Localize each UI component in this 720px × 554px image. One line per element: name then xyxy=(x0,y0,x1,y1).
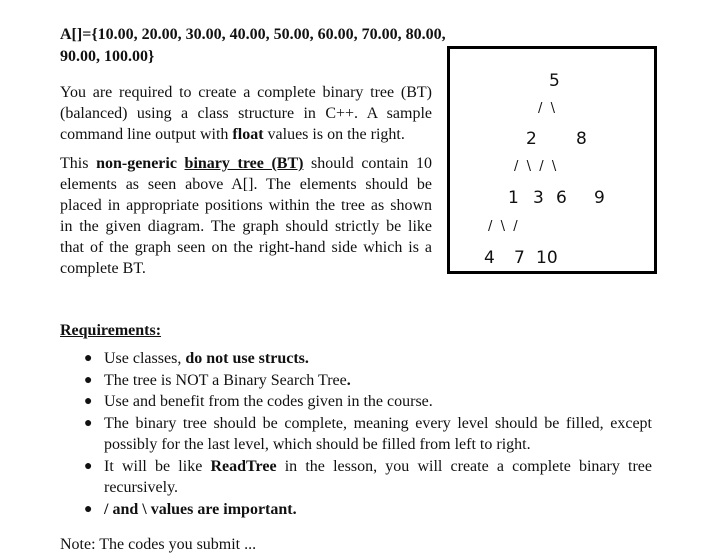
bullet-icon: ● xyxy=(84,458,93,474)
tree-node-level0: 5 xyxy=(549,71,560,91)
requirement-text: The binary tree should be complete, meaning every level should be filled, except possibly for the last level, which should be filled from left to right. xyxy=(104,414,652,453)
desc-bold-non-generic: non-generic xyxy=(96,155,177,172)
intro-text-2: values is on the right. xyxy=(263,126,405,143)
tree-node-level2-b: 3 xyxy=(533,188,544,208)
tree-node-level1-a: 2 xyxy=(526,129,537,149)
requirement-item xyxy=(60,370,652,392)
bullet-icon: ● xyxy=(84,394,93,409)
requirement-bold: do not use structs. xyxy=(185,350,309,367)
tree-node-level3-a: 4 xyxy=(484,248,495,268)
tree-branches-level0: / \ xyxy=(538,101,556,116)
bullet-icon: ● xyxy=(84,501,93,517)
tree-node-level2-c: 6 xyxy=(556,188,567,208)
intro-paragraph xyxy=(60,82,432,145)
tree-output-box xyxy=(447,46,657,274)
requirement-bold: . xyxy=(346,371,351,389)
desc-text-2: should contain 10 elements as seen above A[]. The elements should be placed in appropriate positions within the tree as shown in the given diagram. The graph should strictly be like that of the graph seen on the right-hand side which is a complete BT. xyxy=(60,155,433,277)
truncated-note: Note: The codes you submit ... xyxy=(60,536,257,553)
requirement-item xyxy=(60,456,652,499)
tree-node-level3-b: 7 xyxy=(514,248,525,268)
requirement-bold: ReadTree xyxy=(210,457,277,475)
desc-underlined-binary-tree: binary tree (BT) xyxy=(184,155,304,172)
requirement-text: Use classes, xyxy=(104,350,186,367)
tree-node-level1-b: 8 xyxy=(576,129,587,149)
desc-space xyxy=(177,155,185,172)
requirement-text: Use and benefit from the codes given in the course. xyxy=(104,393,433,410)
requirement-text-post: in the lesson, you will create a complete binary tree recursively. xyxy=(104,457,652,496)
requirement-item xyxy=(60,391,652,413)
requirement-text: The tree is NOT a Binary Search Tree xyxy=(104,371,347,389)
desc-text-1: This xyxy=(60,155,97,172)
requirement-item xyxy=(60,499,652,521)
array-definition: A[]={10.00, 20.00, 30.00, 40.00, 50.00, 60.00, 70.00, 80.00, 90.00, 100.00} xyxy=(60,26,446,65)
intro-text-1: You are required to create a complete binary tree (BT) (balanced) using a class structure in C++. A sample command line output with xyxy=(60,84,432,143)
description-paragraph xyxy=(60,153,432,279)
requirement-text: It will be like xyxy=(104,457,211,475)
bullet-icon: ● xyxy=(84,351,93,366)
bullet-icon: ● xyxy=(84,372,93,388)
intro-bold-float: float xyxy=(232,126,264,143)
tree-branches-level2: / \ / xyxy=(488,219,518,234)
tree-node-level3-c: 10 xyxy=(536,248,558,268)
requirement-bold: / and \ values are important. xyxy=(104,500,297,518)
tree-node-level2-d: 9 xyxy=(594,188,605,208)
bullet-icon: ● xyxy=(84,415,93,431)
requirement-item xyxy=(60,413,652,456)
requirements-title: Requirements: xyxy=(60,322,162,339)
tree-node-level2-a: 1 xyxy=(508,188,519,208)
tree-branches-level1: / \ / \ xyxy=(514,159,557,174)
requirement-item xyxy=(60,348,652,370)
requirements-list xyxy=(60,348,652,520)
